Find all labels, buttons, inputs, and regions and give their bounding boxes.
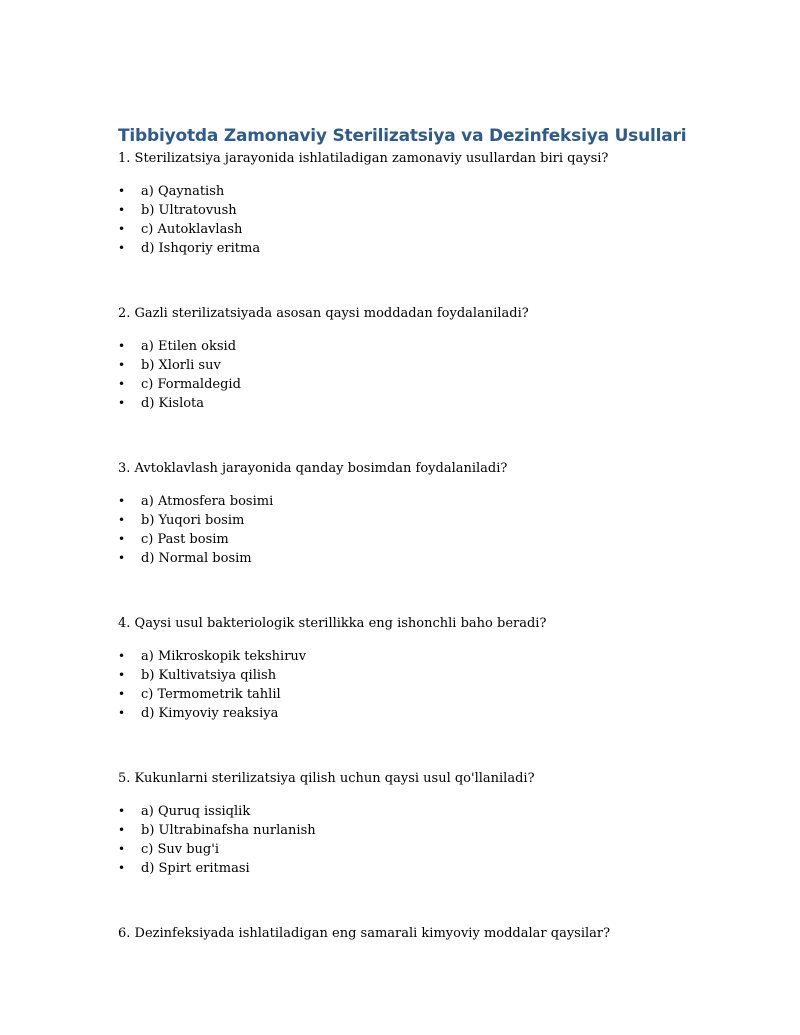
answer-option-text: a) Qaynatish — [141, 184, 225, 199]
bullet-icon: • — [118, 396, 126, 410]
answer-option — [118, 492, 718, 511]
answer-option-text: a) Etilen oksid — [141, 339, 237, 354]
answer-options-list — [118, 492, 718, 602]
answer-option — [118, 239, 718, 258]
bullet-icon: • — [118, 184, 126, 198]
answer-option-text: b) Ultrabinafsha nurlanish — [141, 823, 316, 838]
answer-options-list — [118, 182, 718, 292]
answer-option-text: a) Mikroskopik tekshiruv — [141, 649, 307, 664]
answer-option-text: d) Kislota — [141, 396, 205, 411]
answer-option-text: b) Xlorli suv — [141, 358, 221, 373]
answer-option-text: c) Formaldegid — [141, 377, 241, 392]
bullet-icon: • — [118, 861, 126, 875]
bullet-icon: • — [118, 241, 126, 255]
answer-option-text: a) Atmosfera bosimi — [141, 494, 274, 509]
question-block — [118, 459, 718, 602]
question-block — [118, 769, 718, 912]
answer-option-text: c) Autoklavlash — [141, 222, 243, 237]
answer-option — [118, 666, 718, 685]
answer-option — [118, 337, 718, 356]
bullet-icon: • — [118, 532, 126, 546]
question-list — [118, 149, 718, 943]
question-text: 6. Dezinfeksiyada ishlatiladigan eng samarali kimyoviy moddalar qaysilar? — [118, 926, 611, 941]
answer-option-text: d) Ishqoriy eritma — [141, 241, 261, 256]
question-block — [118, 149, 718, 292]
bullet-icon: • — [118, 706, 126, 720]
answer-option — [118, 182, 718, 201]
answer-option — [118, 549, 718, 568]
bullet-icon: • — [118, 668, 126, 682]
answer-option — [118, 859, 718, 878]
question-text: 3. Avtoklavlash jarayonida qanday bosimdan foydalaniladi? — [118, 461, 508, 476]
answer-option — [118, 821, 718, 840]
question-text: 1. Sterilizatsiya jarayonida ishlatiladigan zamonaviy usullardan biri qaysi? — [118, 151, 609, 166]
bullet-icon: • — [118, 649, 126, 663]
bullet-icon: • — [118, 358, 126, 372]
bullet-icon: • — [118, 339, 126, 353]
question-block — [118, 304, 718, 447]
answer-option-text: c) Past bosim — [141, 532, 229, 547]
answer-options-list — [118, 337, 718, 447]
answer-option-text: b) Kultivatsiya qilish — [141, 668, 277, 683]
answer-option — [118, 220, 718, 239]
question-text: 5. Kukunlarni sterilizatsiya qilish uchun qaysi usul qo'llaniladi? — [118, 771, 535, 786]
document-page — [118, 124, 718, 943]
answer-option-text: b) Yuqori bosim — [141, 513, 245, 528]
bullet-icon: • — [118, 842, 126, 856]
bullet-icon: • — [118, 494, 126, 508]
answer-option — [118, 685, 718, 704]
bullet-icon: • — [118, 687, 126, 701]
bullet-icon: • — [118, 823, 126, 837]
answer-option — [118, 394, 718, 413]
bullet-icon: • — [118, 804, 126, 818]
bullet-icon: • — [118, 222, 126, 236]
answer-option — [118, 840, 718, 859]
bullet-icon: • — [118, 377, 126, 391]
answer-option-text: d) Kimyoviy reaksiya — [141, 706, 279, 721]
answer-option — [118, 201, 718, 220]
answer-option — [118, 647, 718, 666]
bullet-icon: • — [118, 551, 126, 565]
bullet-icon: • — [118, 513, 126, 527]
answer-option — [118, 375, 718, 394]
answer-option — [118, 511, 718, 530]
question-block — [118, 924, 718, 943]
question-text: 4. Qaysi usul bakteriologik sterillikka eng ishonchli baho beradi? — [118, 616, 547, 631]
answer-option-text: a) Quruq issiqlik — [141, 804, 251, 819]
answer-option-text: c) Suv bug'i — [141, 842, 219, 857]
answer-option-text: d) Spirt eritmasi — [141, 861, 250, 876]
answer-options-list — [118, 647, 718, 757]
answer-option-text: d) Normal bosim — [141, 551, 252, 566]
question-block — [118, 614, 718, 757]
answer-option-text: b) Ultratovush — [141, 203, 237, 218]
answer-option-text: c) Termometrik tahlil — [141, 687, 281, 702]
answer-options-list — [118, 802, 718, 912]
answer-option — [118, 802, 718, 821]
bullet-icon: • — [118, 203, 126, 217]
answer-option — [118, 704, 718, 723]
answer-option — [118, 530, 718, 549]
answer-option — [118, 356, 718, 375]
document-title: Tibbiyotda Zamonaviy Sterilizatsiya va Dezinfeksiya Usullari — [118, 126, 687, 146]
question-text: 2. Gazli sterilizatsiyada asosan qaysi moddadan foydalaniladi? — [118, 306, 529, 321]
